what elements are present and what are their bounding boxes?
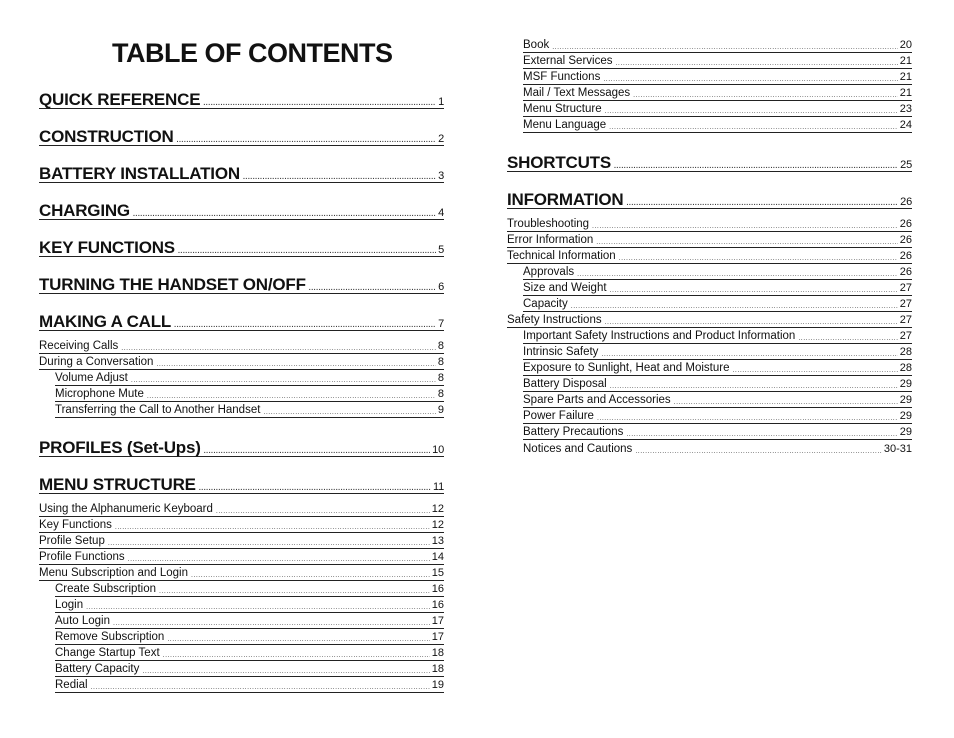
dot-leader bbox=[163, 652, 430, 660]
toc-page-number: 18 bbox=[431, 663, 444, 675]
toc-entry-label: BATTERY INSTALLATION bbox=[39, 164, 240, 183]
dot-leader bbox=[177, 137, 437, 145]
toc-page-number: 26 bbox=[899, 218, 912, 230]
toc-entry-label: Microphone Mute bbox=[55, 388, 144, 400]
toc-page-number: 17 bbox=[431, 631, 444, 643]
toc-page-number: 10 bbox=[432, 444, 444, 456]
toc-entry[interactable] bbox=[55, 679, 444, 693]
toc-page-number: 28 bbox=[899, 346, 912, 358]
toc-left-column bbox=[39, 92, 444, 695]
toc-entry[interactable] bbox=[523, 87, 912, 101]
toc-page-number: 30-31 bbox=[883, 443, 912, 455]
dot-leader bbox=[199, 485, 431, 493]
toc-page-number: 29 bbox=[899, 378, 912, 390]
dot-leader bbox=[633, 92, 898, 100]
dot-leader bbox=[605, 319, 898, 327]
dot-leader bbox=[635, 448, 882, 456]
toc-page-number: 12 bbox=[431, 519, 444, 531]
dot-leader bbox=[610, 383, 898, 391]
toc-entry[interactable] bbox=[55, 599, 444, 613]
dot-leader bbox=[108, 540, 430, 548]
toc-page-number: 20 bbox=[899, 39, 912, 51]
toc-page-number: 8 bbox=[437, 388, 444, 400]
toc-page-number: 28 bbox=[899, 362, 912, 374]
dot-leader bbox=[619, 255, 898, 263]
toc-entry-label: Intrinsic Safety bbox=[523, 346, 599, 358]
toc-entry-label: Battery Capacity bbox=[55, 663, 140, 675]
dot-leader bbox=[597, 415, 898, 423]
dot-leader bbox=[191, 572, 430, 580]
dot-leader bbox=[732, 367, 897, 375]
dot-leader bbox=[614, 163, 898, 171]
toc-section-entry[interactable] bbox=[39, 129, 444, 146]
toc-entry[interactable] bbox=[507, 234, 912, 248]
toc-entry[interactable] bbox=[55, 372, 444, 386]
toc-entry[interactable] bbox=[55, 583, 444, 597]
toc-section-entry[interactable] bbox=[39, 240, 444, 257]
dot-leader bbox=[203, 100, 436, 108]
toc-entry[interactable] bbox=[523, 103, 912, 117]
toc-page-number: 15 bbox=[431, 567, 444, 579]
toc-section-entry[interactable] bbox=[507, 155, 912, 172]
toc-entry-label: Change Startup Text bbox=[55, 647, 160, 659]
toc-entry-label: INFORMATION bbox=[507, 190, 624, 209]
toc-entry[interactable] bbox=[55, 404, 444, 418]
dot-leader bbox=[216, 508, 430, 516]
toc-entry-label: Auto Login bbox=[55, 615, 110, 627]
toc-page-number: 3 bbox=[438, 170, 444, 182]
toc-section-entry[interactable] bbox=[39, 203, 444, 220]
dot-leader bbox=[243, 174, 436, 182]
dot-leader bbox=[615, 60, 897, 68]
dot-leader bbox=[552, 44, 898, 52]
toc-entry-label: Battery Precautions bbox=[523, 426, 624, 438]
toc-page-number: 4 bbox=[438, 207, 444, 219]
toc-page-number: 24 bbox=[899, 119, 912, 131]
dot-leader bbox=[91, 684, 430, 692]
dot-leader bbox=[128, 556, 430, 564]
toc-page-number: 11 bbox=[432, 481, 444, 493]
toc-section-entry[interactable] bbox=[507, 192, 912, 209]
toc-section-entry[interactable] bbox=[39, 440, 444, 457]
dot-leader bbox=[159, 588, 430, 596]
toc-entry[interactable] bbox=[507, 218, 912, 232]
toc-entry-label: Important Safety Instructions and Product Information bbox=[523, 330, 796, 342]
toc-entry-label: External Services bbox=[523, 55, 613, 67]
toc-entry-label: Volume Adjust bbox=[55, 372, 128, 384]
toc-page-number: 5 bbox=[438, 244, 444, 256]
dot-leader bbox=[592, 223, 898, 231]
dot-leader bbox=[610, 287, 898, 295]
toc-entry-label: Login bbox=[55, 599, 84, 611]
toc-entry-label: Transferring the Call to Another Handset bbox=[55, 404, 261, 416]
page-title: TABLE OF CONTENTS bbox=[112, 38, 393, 68]
toc-page-number: 16 bbox=[431, 583, 444, 595]
toc-entry-label: MENU STRUCTURE bbox=[39, 475, 196, 494]
dot-leader bbox=[115, 524, 430, 532]
toc-entry[interactable] bbox=[507, 250, 912, 264]
toc-entry[interactable] bbox=[507, 314, 912, 328]
toc-page-number: 29 bbox=[899, 426, 912, 438]
toc-entry-label: Safety Instructions bbox=[507, 314, 602, 326]
toc-page-number: 16 bbox=[431, 599, 444, 611]
toc-entry[interactable] bbox=[523, 362, 912, 376]
toc-page-number: 7 bbox=[438, 318, 444, 330]
toc-entry[interactable] bbox=[55, 388, 444, 402]
toc-entry-label: Troubleshooting bbox=[507, 218, 590, 230]
toc-page-number: 8 bbox=[437, 340, 444, 352]
toc-page-number: 8 bbox=[437, 356, 444, 368]
toc-entry-label: Using the Alphanumeric Keyboard bbox=[39, 503, 213, 515]
dot-leader bbox=[674, 399, 898, 407]
toc-entry-label: Capacity bbox=[523, 298, 568, 310]
dot-leader bbox=[263, 409, 435, 417]
toc-entry[interactable] bbox=[523, 394, 912, 408]
toc-page-number: 26 bbox=[900, 196, 912, 208]
toc-entry-label: Profile Setup bbox=[39, 535, 105, 547]
toc-page-number: 17 bbox=[431, 615, 444, 627]
toc-entry-label: Approvals bbox=[523, 266, 575, 278]
toc-section-entry[interactable] bbox=[39, 92, 444, 109]
toc-page-number: 27 bbox=[899, 330, 912, 342]
toc-page-number: 27 bbox=[899, 282, 912, 294]
toc-page-number: 25 bbox=[900, 159, 912, 171]
toc-page-number: 26 bbox=[899, 250, 912, 262]
dot-leader bbox=[605, 108, 898, 116]
toc-entry[interactable] bbox=[523, 378, 912, 392]
toc-page-number: 14 bbox=[431, 551, 444, 563]
toc-page-number: 23 bbox=[899, 103, 912, 115]
dot-leader bbox=[571, 303, 898, 311]
toc-entry-label: CONSTRUCTION bbox=[39, 127, 174, 146]
toc-entry-label: Error Information bbox=[507, 234, 594, 246]
toc-entry[interactable] bbox=[39, 340, 444, 354]
dot-leader bbox=[626, 431, 897, 439]
toc-right-column bbox=[507, 39, 912, 458]
toc-entry[interactable] bbox=[523, 330, 912, 344]
toc-entry-label: During a Conversation bbox=[39, 356, 154, 368]
toc-entry-label: Key Functions bbox=[39, 519, 112, 531]
toc-entry-label: Redial bbox=[55, 679, 88, 691]
dot-leader bbox=[147, 393, 436, 401]
toc-entry[interactable] bbox=[523, 55, 912, 69]
toc-entry[interactable] bbox=[39, 551, 444, 565]
dot-leader bbox=[204, 448, 430, 456]
toc-entry-label: Book bbox=[523, 39, 550, 51]
toc-entry-label: Exposure to Sunlight, Heat and Moisture bbox=[523, 362, 730, 374]
dot-leader bbox=[178, 248, 436, 256]
toc-page-number: 21 bbox=[899, 55, 912, 67]
toc-entry[interactable] bbox=[523, 39, 912, 53]
toc-page-number: 8 bbox=[437, 372, 444, 384]
toc-entry[interactable] bbox=[39, 503, 444, 517]
toc-entry-label: Menu Language bbox=[523, 119, 607, 131]
toc-page-number: 27 bbox=[899, 314, 912, 326]
toc-section-entry[interactable] bbox=[39, 277, 444, 294]
toc-entry[interactable] bbox=[55, 615, 444, 629]
toc-entry-label: Technical Information bbox=[507, 250, 616, 262]
dot-leader bbox=[133, 211, 436, 219]
toc-entry-label: QUICK REFERENCE bbox=[39, 90, 201, 109]
toc-entry[interactable] bbox=[523, 346, 912, 360]
toc-entry-label: Battery Disposal bbox=[523, 378, 607, 390]
toc-entry-label: Profile Functions bbox=[39, 551, 125, 563]
dot-leader bbox=[86, 604, 430, 612]
toc-entry-label: TURNING THE HANDSET ON/OFF bbox=[39, 275, 306, 294]
toc-entry[interactable] bbox=[39, 535, 444, 549]
toc-entry[interactable] bbox=[55, 631, 444, 645]
dot-leader bbox=[609, 124, 898, 132]
dot-leader bbox=[603, 76, 897, 84]
toc-page-number: 26 bbox=[899, 234, 912, 246]
toc-entry-label: Remove Subscription bbox=[55, 631, 165, 643]
toc-entry[interactable] bbox=[523, 410, 912, 424]
toc-page-number: 27 bbox=[899, 298, 912, 310]
toc-page-number: 29 bbox=[899, 410, 912, 422]
toc-entry[interactable] bbox=[523, 266, 912, 280]
toc-entry[interactable] bbox=[523, 71, 912, 85]
toc-page-number: 6 bbox=[438, 281, 444, 293]
dot-leader bbox=[626, 200, 898, 208]
toc-entry-label: Size and Weight bbox=[523, 282, 607, 294]
dot-leader bbox=[156, 361, 435, 369]
toc-entry-label: CHARGING bbox=[39, 201, 130, 220]
toc-entry[interactable] bbox=[39, 519, 444, 533]
toc-page-number: 21 bbox=[899, 71, 912, 83]
toc-entry[interactable] bbox=[523, 298, 912, 312]
toc-entry-label: MSF Functions bbox=[523, 71, 601, 83]
toc-entry[interactable] bbox=[55, 647, 444, 661]
toc-entry-label: Menu Structure bbox=[523, 103, 602, 115]
toc-entry[interactable] bbox=[55, 663, 444, 677]
toc-entry[interactable] bbox=[523, 426, 912, 440]
dot-leader bbox=[596, 239, 897, 247]
toc-entry-label: KEY FUNCTIONS bbox=[39, 238, 175, 257]
toc-entry[interactable] bbox=[523, 442, 912, 456]
toc-entry-label: Spare Parts and Accessories bbox=[523, 394, 671, 406]
toc-entry-label: Power Failure bbox=[523, 410, 594, 422]
toc-entry-label: Mail / Text Messages bbox=[523, 87, 631, 99]
toc-entry[interactable] bbox=[39, 356, 444, 370]
toc-page-number: 18 bbox=[431, 647, 444, 659]
toc-entry-label: PROFILES (Set-Ups) bbox=[39, 438, 201, 457]
dot-leader bbox=[577, 271, 898, 279]
toc-page-number: 29 bbox=[899, 394, 912, 406]
toc-entry[interactable] bbox=[523, 119, 912, 133]
toc-page-number: 13 bbox=[431, 535, 444, 547]
toc-entry-label: Menu Subscription and Login bbox=[39, 567, 188, 579]
toc-page-number: 26 bbox=[899, 266, 912, 278]
dot-leader bbox=[113, 620, 430, 628]
dot-leader bbox=[174, 322, 436, 330]
toc-entry[interactable] bbox=[39, 567, 444, 581]
toc-entry-label: SHORTCUTS bbox=[507, 153, 611, 172]
dot-leader bbox=[142, 668, 429, 676]
dot-leader bbox=[601, 351, 897, 359]
dot-leader bbox=[167, 636, 429, 644]
toc-section-entry[interactable] bbox=[39, 314, 444, 331]
toc-entry-label: MAKING A CALL bbox=[39, 312, 172, 331]
toc-page-number: 21 bbox=[899, 87, 912, 99]
toc-entry-label: Create Subscription bbox=[55, 583, 156, 595]
dot-leader bbox=[121, 345, 436, 353]
toc-entry-label: Receiving Calls bbox=[39, 340, 119, 352]
toc-section-entry[interactable] bbox=[39, 477, 444, 494]
toc-page-number: 1 bbox=[438, 96, 444, 108]
dot-leader bbox=[798, 335, 897, 343]
toc-section-entry[interactable] bbox=[39, 166, 444, 183]
toc-page-number: 19 bbox=[431, 679, 444, 691]
toc-page-number: 9 bbox=[437, 404, 444, 416]
dot-leader bbox=[131, 377, 436, 385]
toc-entry[interactable] bbox=[523, 282, 912, 296]
toc-page-number: 2 bbox=[438, 133, 444, 145]
dot-leader bbox=[309, 285, 436, 293]
toc-page-number: 12 bbox=[431, 503, 444, 515]
toc-entry-label: Notices and Cautions bbox=[523, 443, 633, 455]
